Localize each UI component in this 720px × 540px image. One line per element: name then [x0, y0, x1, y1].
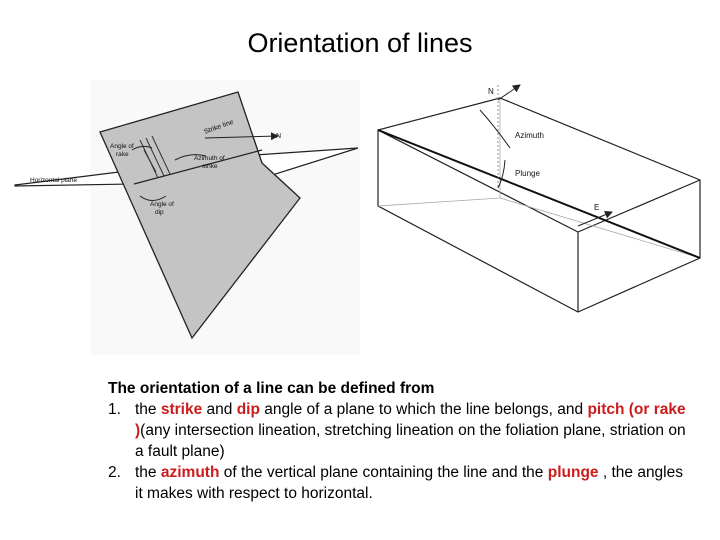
angle-of-dip-label-1: Angle of [150, 201, 174, 208]
horizontal-plane-label: Horizontal plane [30, 177, 77, 184]
term-azimuth: azimuth [160, 464, 220, 481]
angle-of-rake-label-1: Angle of [110, 143, 134, 150]
item2-text-3: , the angles it makes with respect to horizontal. [135, 464, 683, 502]
term-dip: dip [236, 401, 260, 418]
item1-text-2: and [202, 401, 237, 418]
azimuth-of-strike-label-2: strike [202, 163, 218, 170]
item1-text-3: angle of a plane to which the line belongs, and [259, 401, 588, 418]
page-title: Orientation of lines [247, 28, 473, 58]
angle-of-rake-label-2: rake [116, 151, 129, 158]
item2-text-2: of the vertical plane containing the line and the [219, 464, 548, 481]
list-item-2 [108, 462, 688, 504]
term-plunge: plunge [547, 464, 599, 481]
list-number-2: 2. [108, 464, 121, 481]
north-label-left: N [276, 133, 282, 140]
left-figure [15, 80, 360, 355]
list-number-1: 1. [108, 401, 121, 418]
azimuth-of-strike-label-1: Azimuth of [194, 155, 225, 162]
east-label: E [594, 203, 600, 212]
right-figure [378, 85, 700, 312]
list-item-1 [108, 399, 688, 462]
item1-text-4: (any intersection lineation, stretching lineation on the foliation plane, striation on a fault plane) [135, 422, 686, 460]
azimuth-label: Azimuth [515, 131, 544, 140]
item1-text-1: the [135, 401, 161, 418]
term-pitch: pitch (or rake ) [135, 401, 686, 439]
strike-line-label: Strike line [203, 118, 235, 136]
explanation-heading: The orientation of a line can be defined from [108, 380, 435, 397]
angle-of-dip-label-2: dip [155, 209, 164, 216]
north-label-right: N [488, 87, 494, 96]
term-strike: strike [160, 401, 203, 418]
explanation-text [108, 378, 688, 504]
item2-text-1: the [135, 464, 161, 481]
plunge-label: Plunge [515, 169, 540, 178]
north-arrow-right [498, 85, 520, 100]
